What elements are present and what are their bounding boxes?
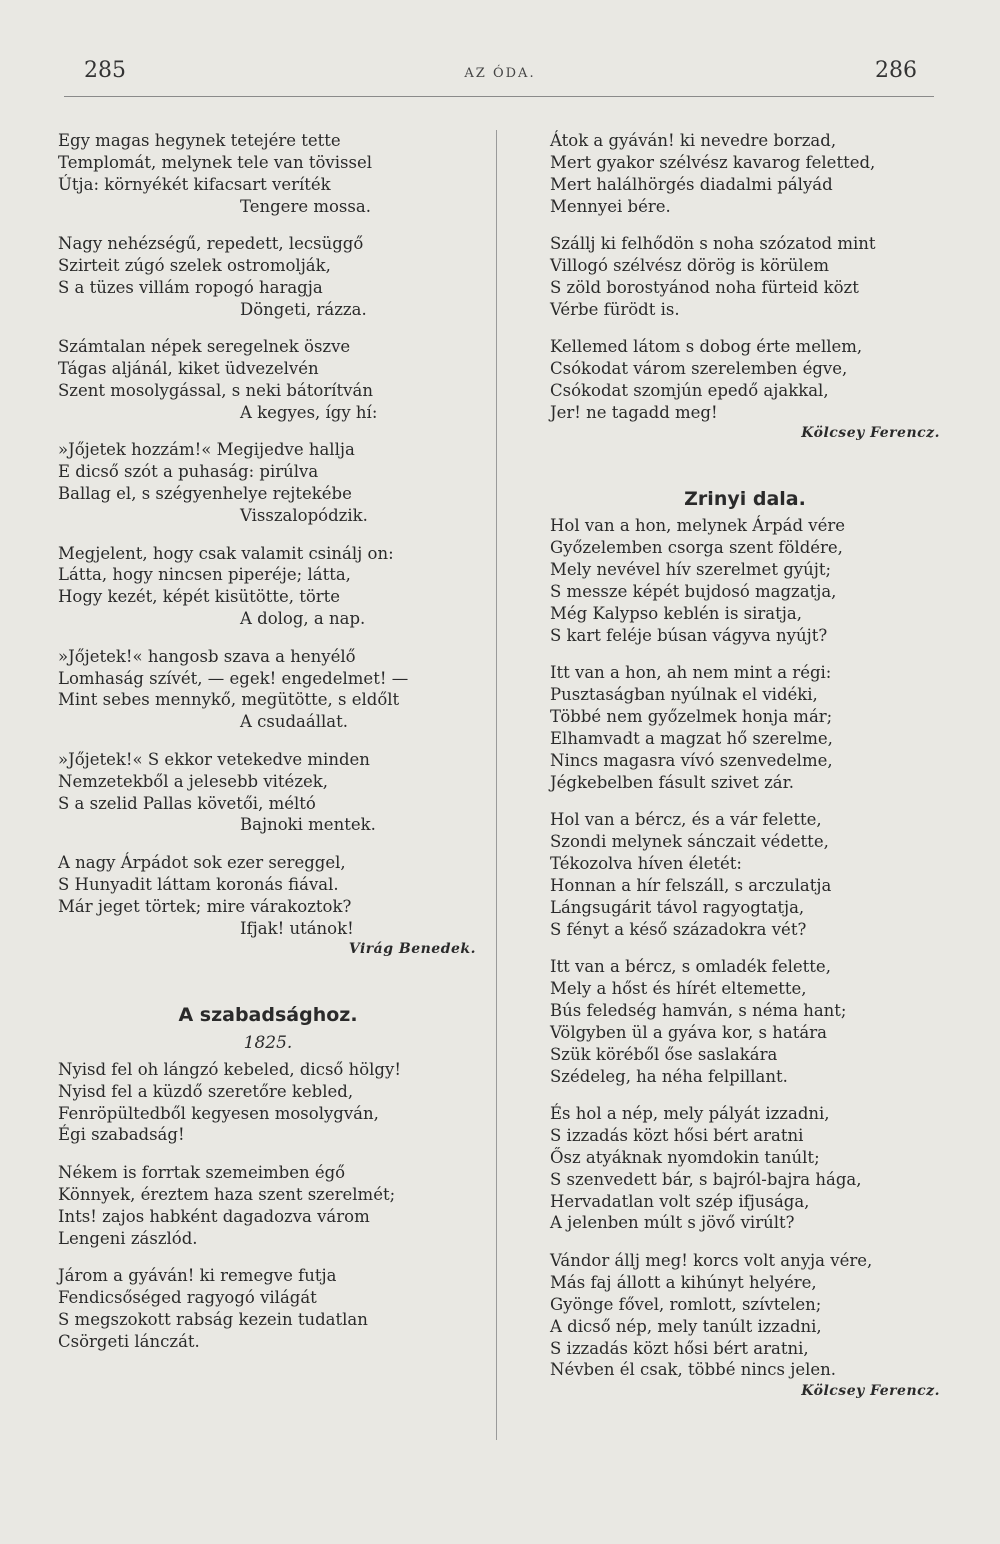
verse-line: Könnyek, éreztem haza szent szerelmét; (58, 1184, 396, 1204)
author-signature: Kölcsey Ferencz. (801, 1382, 940, 1399)
verse-line: Névben él csak, többé nincs jelen. (550, 1360, 837, 1380)
verse-line: Elhamvadt a magzat hő szerelme, (550, 728, 833, 748)
verse-line: Győzelemben csorga szent földére, (550, 538, 843, 558)
verse-line: Már jeget törtek; mire várakoztok? (58, 896, 352, 916)
verse-line: Átok a gyáván! ki nevedre borzad, (550, 131, 837, 150)
verse-line: Látta, hogy nincsen piperéje; látta, (58, 565, 351, 585)
verse-line: Mennyei bére. (550, 196, 671, 216)
author-signature: Kölcsey Ferencz. (801, 425, 940, 442)
stanza (550, 130, 940, 218)
verse-line: Útja: környékét kifacsart veríték (58, 174, 331, 194)
verse-line: Hervadatlan volt szép ifjusága, (550, 1191, 810, 1211)
right-column (550, 130, 940, 1413)
verse-line: Fenröpültedből kegyesen mosolygván, (58, 1103, 379, 1123)
verse-line: Jer! ne tagadd meg! (550, 402, 718, 422)
running-title: AZ ÓDA. (464, 66, 536, 81)
verse-line: Ifjak! utánok! (240, 918, 354, 938)
verse-line: Más faj állott a kihúnyt helyére, (550, 1272, 817, 1292)
verse-line: S fényt a késő századokra vét? (550, 919, 807, 939)
verse-line: Csókodat szomjún epedő ajakkal, (550, 381, 829, 401)
verse-line: Döngeti, rázza. (240, 299, 367, 319)
page-header (0, 58, 1000, 98)
stanza (550, 1103, 940, 1234)
stanza (58, 336, 478, 424)
verse-line: Nyisd fel a küzdő szeretőre kebled, (58, 1081, 354, 1101)
verse-line: Csörgeti lánczát. (58, 1331, 200, 1351)
verse-line: Nékem is forrtak szemeimben égő (58, 1162, 346, 1182)
verse-line: Mert halálhörgés diadalmi pályád (550, 174, 833, 194)
verse-line: Honnan a hír felszáll, s arczulatja (550, 875, 832, 895)
verse-line: Lomhaság szívét, — egek! engedelmet! — (58, 668, 409, 688)
freedom-poem-continuation (550, 130, 940, 424)
verse-line: Itt van a hon, ah nem mint a régi: (550, 663, 832, 683)
verse-line: Nincs magasra vívó szenvedelme, (550, 750, 833, 770)
stanza (550, 1250, 940, 1381)
verse-line: S izzadás közt hősi bért aratni (550, 1125, 804, 1145)
stanza (550, 336, 940, 424)
verse-line: Bús feledség hamván, s néma hant; (550, 1000, 847, 1020)
verse-line: S a szelid Pallas követői, méltó (58, 793, 316, 813)
stanza (550, 233, 940, 321)
verse-line: Hol van a bércz, és a vár felette, (550, 810, 822, 830)
verse-line: Ősz atyáknak nyomdokin tanúlt; (550, 1147, 820, 1167)
verse-line: Mert gyakor szélvész kavarog feletted, (550, 152, 876, 172)
verse-line: S zöld borostyánod noha fürteid közt (550, 277, 859, 297)
verse-line: Számtalan népek seregelnek öszve (58, 337, 351, 357)
verse-line: A nagy Árpádot sok ezer sereggel, (58, 852, 346, 872)
verse-line: Tengere mossa. (240, 196, 371, 216)
verse-line: Itt van a bércz, s omladék felette, (550, 957, 831, 976)
verse-line: Lengeni zászlód. (58, 1228, 198, 1248)
verse-line: Fendicsőséged ragyogó világát (58, 1287, 317, 1307)
verse-line: S szenvedett bár, s bajról-bajra hága, (550, 1169, 862, 1189)
verse-line: Nemzetekből a jelesebb vitézek, (58, 771, 329, 791)
verse-line: Ballag el, s szégyenhelye rejtekébe (58, 484, 352, 504)
zrinyi-poem-stanzas (550, 515, 940, 1381)
verse-line: Szük köréből őse saslakára (550, 1044, 778, 1064)
stanza (58, 646, 478, 734)
verse-line: S a tüzes villám ropogó haragja (58, 277, 323, 297)
verse-line: Jégkebelben fásult szivet zár. (550, 772, 794, 792)
verse-line: Egy magas hegynek tetejére tette (58, 131, 341, 150)
poem-title: A szabadsághoz. (178, 1003, 358, 1026)
poem-date: 1825. (243, 1032, 293, 1053)
verse-line: Pusztaságban nyúlnak el vidéki, (550, 685, 818, 705)
verse-line: Csókodat várom szerelemben égve, (550, 359, 848, 379)
stanza (58, 130, 478, 218)
verse-line: Szirteit zúgó szelek ostromolják, (58, 256, 331, 276)
stanza (550, 809, 940, 940)
verse-line: Mint sebes mennykő, megütötte, s eldőlt (58, 690, 400, 710)
right-page-number: 286 (875, 58, 917, 83)
verse-line: Templomát, melynek tele van tövissel (58, 152, 373, 172)
stanza (58, 1162, 478, 1250)
verse-line: »Jőjetek!« S ekkor vetekedve minden (58, 749, 370, 769)
verse-line: S kart feléje búsan vágyva nyújt? (550, 625, 828, 645)
stanza (58, 852, 478, 940)
stanza (58, 439, 478, 527)
verse-line: Szent mosolygással, s neki bátorítván (58, 381, 373, 401)
left-column (58, 130, 478, 1368)
verse-line: Égi szabadság! (58, 1125, 185, 1145)
verse-line: »Jőjetek hozzám!« Megijedve hallja (58, 440, 355, 460)
stanza (58, 233, 478, 321)
verse-line: Nagy nehézségű, repedett, lecsüggő (58, 234, 364, 254)
author-signature: Virág Benedek. (348, 941, 476, 957)
header-rule (64, 96, 934, 97)
verse-line: »Jőjetek!« hangosb szava a henyélő (58, 646, 356, 666)
verse-line: Szédeleg, ha néha felpillant. (550, 1066, 788, 1086)
verse-line: És hol a nép, mely pályát izzadni, (550, 1103, 830, 1123)
verse-line: Kellemed látom s dobog érte mellem, (550, 337, 863, 357)
stanza (58, 543, 478, 631)
stanza (550, 662, 940, 793)
verse-line: Bajnoki mentek. (240, 815, 376, 835)
verse-line: S messze képét bujdosó magzatja, (550, 581, 837, 601)
verse-line: Megjelent, hogy csak valamit csinálj on: (58, 543, 394, 563)
verse-line: Többé nem győzelmek honja már; (550, 706, 833, 726)
verse-line: Visszalopódzik. (240, 506, 368, 526)
verse-line: Tágas aljánál, kiket üdvezelvén (58, 359, 319, 379)
verse-line: E dicső szót a puhaság: pirúlva (58, 462, 319, 482)
stanza (550, 515, 940, 646)
verse-line: Nyisd fel oh lángzó kebeled, dicső hölgy! (58, 1059, 401, 1079)
verse-line: A csudaállat. (240, 712, 348, 732)
verse-line: Gyönge fővel, romlott, szívtelen; (550, 1294, 822, 1314)
freedom-poem-stanzas (58, 1059, 478, 1353)
verse-line: Völgyben ül a gyáva kor, s határa (550, 1022, 827, 1042)
verse-line: A kegyes, így hí: (240, 402, 378, 422)
verse-line: Vándor állj meg! korcs volt anyja vére, (550, 1250, 873, 1270)
verse-line: S izzadás közt hősi bért aratni, (550, 1338, 809, 1358)
verse-line: A dicső nép, mely tanúlt izzadni, (550, 1316, 822, 1336)
verse-line: Ints! zajos habként dagadozva várom (58, 1206, 370, 1226)
poem-title: Zrinyi dala. (684, 488, 806, 511)
left-page-number: 285 (84, 58, 126, 83)
verse-line: Járom a gyáván! ki remegve futja (58, 1265, 337, 1285)
stanza (58, 749, 478, 837)
stanza (58, 1059, 478, 1147)
stanza (550, 956, 940, 1087)
verse-line: Hogy kezét, képét kisütötte, törte (58, 587, 341, 607)
verse-line: Még Kalypso keblén is siratja, (550, 603, 802, 623)
stanza (58, 1265, 478, 1353)
column-divider (496, 130, 497, 1440)
verse-line: A dolog, a nap. (240, 609, 366, 629)
verse-line: Villogó szélvész dörög is körülem (550, 256, 830, 276)
verse-line: Hol van a hon, melynek Árpád vére (550, 516, 846, 536)
verse-line: Mely nevével hív szerelmet gyújt; (550, 560, 832, 579)
verse-line: Szondi melynek sánczait védette, (550, 831, 829, 851)
verse-line: Mely a hőst és hírét eltemette, (550, 978, 807, 998)
verse-line: S megszokott rabság kezein tudatlan (58, 1309, 368, 1329)
ode-poem-stanzas (58, 130, 478, 940)
verse-line: Tékozolva híven életét: (550, 853, 742, 873)
verse-line: S Hunyadit láttam koronás fiával. (58, 874, 339, 894)
verse-line: Lángsugárit távol ragyogtatja, (550, 897, 805, 917)
verse-line: Szállj ki felhődön s noha szózatod mint (550, 234, 876, 254)
verse-line: Vérbe fürödt is. (550, 299, 680, 319)
verse-line: A jelenben múlt s jövő virúlt? (550, 1213, 795, 1233)
